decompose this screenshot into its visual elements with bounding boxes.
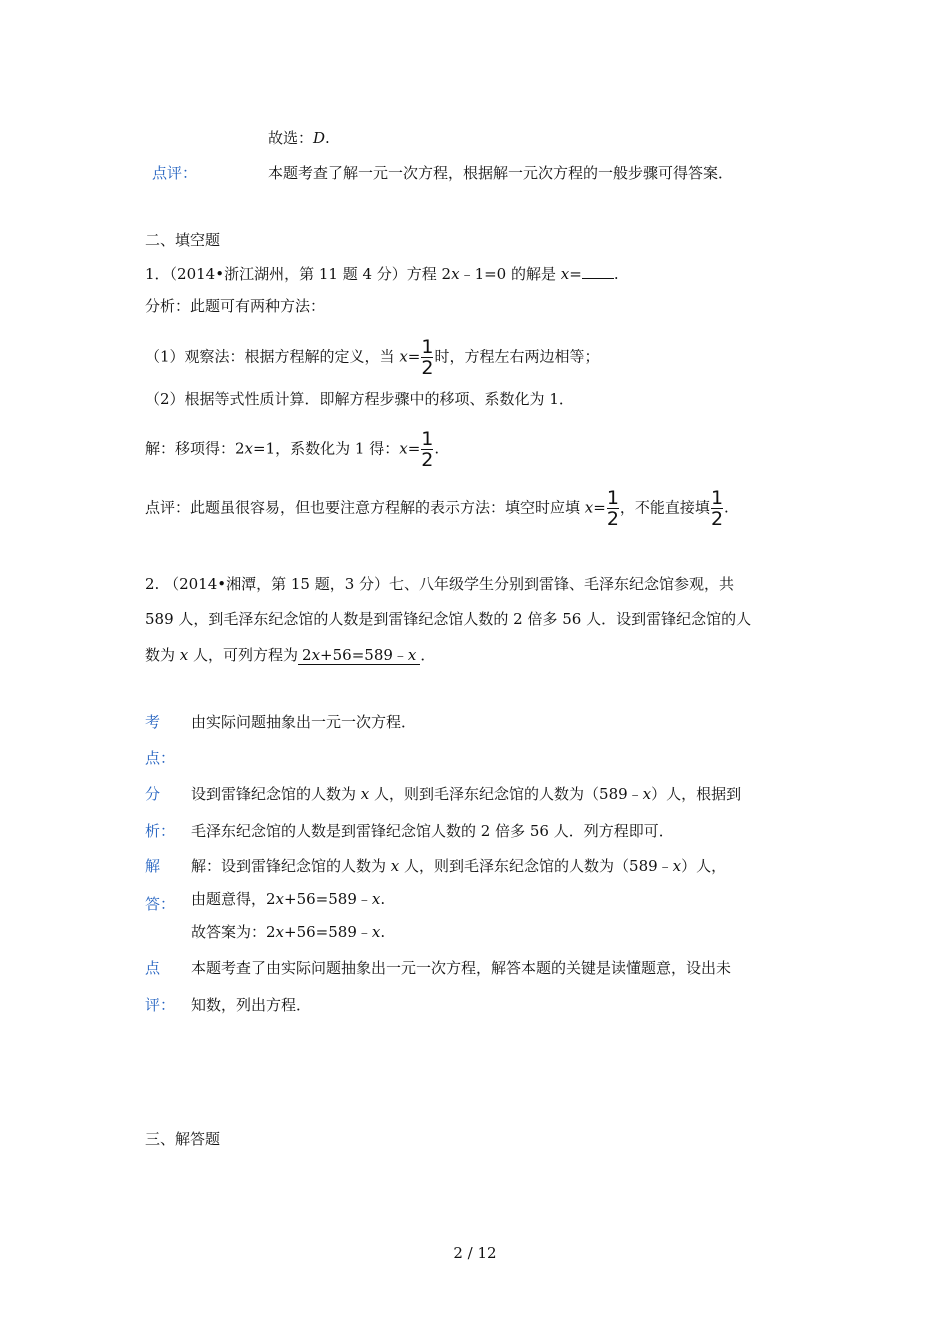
q1-solution: 解：移项得：2x=1，系数化为 1 得：x= $\frac{1}{2}$ . bbox=[145, 428, 440, 471]
section-title-answer: 三、解答题 bbox=[145, 1130, 221, 1148]
comment-label: 点评： bbox=[152, 164, 198, 182]
q2-answer: 2x+56=589﹣x bbox=[298, 646, 420, 665]
answer-blank bbox=[582, 264, 614, 279]
section-title-fill-blank: 二、填空题 bbox=[145, 231, 221, 249]
fraction-one-half: $\frac{1}{2}$ bbox=[710, 487, 724, 530]
kaodian-label-2: 点： bbox=[145, 749, 176, 767]
fenxi-label-1: 分 bbox=[145, 785, 161, 803]
fraction-one-half: $\frac{1}{2}$ bbox=[421, 336, 434, 379]
q2-line-1: 2. （2014•湘潭，第 15 题，3 分）七、八年级学生分别到雷锋、毛泽东纪念馆参观，共 bbox=[145, 575, 735, 593]
dianping-text-2: 知数，列出方程． bbox=[191, 996, 312, 1014]
jieda-label-1: 解 bbox=[145, 857, 161, 875]
dianping-label-2: 评： bbox=[145, 996, 176, 1014]
q1-method-1: （1）观察法：根据方程解的定义，当 x= $\frac{1}{2}$ 时，方程左右两边相等； bbox=[145, 336, 600, 379]
kaodian-label-1: 考 bbox=[145, 713, 161, 731]
q2-line-3: 数为 x 人，可列方程为 2x+56=589﹣x ． bbox=[145, 646, 436, 664]
q1-stem: 1．（2014•浙江湖州，第 11 题 4 分）方程 2x﹣1=0 的解是 x= . bbox=[145, 265, 619, 283]
choice-line: 故选：D. bbox=[268, 129, 330, 147]
fenxi-text-1: 设到雷锋纪念馆的人数为 x 人，则到毛泽东纪念馆的人数为（589﹣x）人，根据到 bbox=[191, 785, 742, 803]
q1-method-2: （2）根据等式性质计算．即解方程步骤中的移项、系数化为 1． bbox=[145, 390, 574, 408]
kaodian-text: 由实际问题抽象出一元一次方程． bbox=[191, 713, 417, 731]
dianping-label-1: 点 bbox=[145, 959, 161, 977]
jieda-text-2: 由题意得，2x+56=589﹣x. bbox=[191, 890, 386, 908]
fenxi-label-2: 析： bbox=[145, 822, 176, 840]
jieda-text-3: 故答案为：2x+56=589﹣x. bbox=[191, 923, 386, 941]
fraction-one-half: $\frac{1}{2}$ bbox=[421, 428, 434, 471]
q2-line-2: 589 人，到毛泽东纪念馆的人数是到雷锋纪念馆人数的 2 倍多 56 人．设到雷锋纪念馆的人 bbox=[145, 610, 752, 628]
fraction-one-half: $\frac{1}{2}$ bbox=[606, 487, 619, 530]
jieda-text-1: 解：设到雷锋纪念馆的人数为 x 人，则到毛泽东纪念馆的人数为（589﹣x）人， bbox=[191, 857, 727, 875]
comment-text: 本题考查了解一元一次方程，根据解一元次方程的一般步骤可得答案． bbox=[268, 164, 734, 182]
page-number: 2 / 12 bbox=[453, 1244, 497, 1262]
fenxi-text-2: 毛泽东纪念馆的人数是到雷锋纪念馆人数的 2 倍多 56 人．列方程即可． bbox=[191, 822, 674, 840]
jieda-label-2: 答： bbox=[145, 895, 176, 913]
q1-analysis: 分析：此题可有两种方法： bbox=[145, 297, 326, 315]
dianping-text-1: 本题考查了由实际问题抽象出一元一次方程，解答本题的关键是读懂题意，设出未 bbox=[191, 959, 732, 977]
q1-review: 点评：此题虽很容易，但也要注意方程解的表示方法：填空时应填 x= $\frac{1}{2}$ ，不能直接填 $\frac{1}{2}$ . bbox=[145, 487, 729, 530]
